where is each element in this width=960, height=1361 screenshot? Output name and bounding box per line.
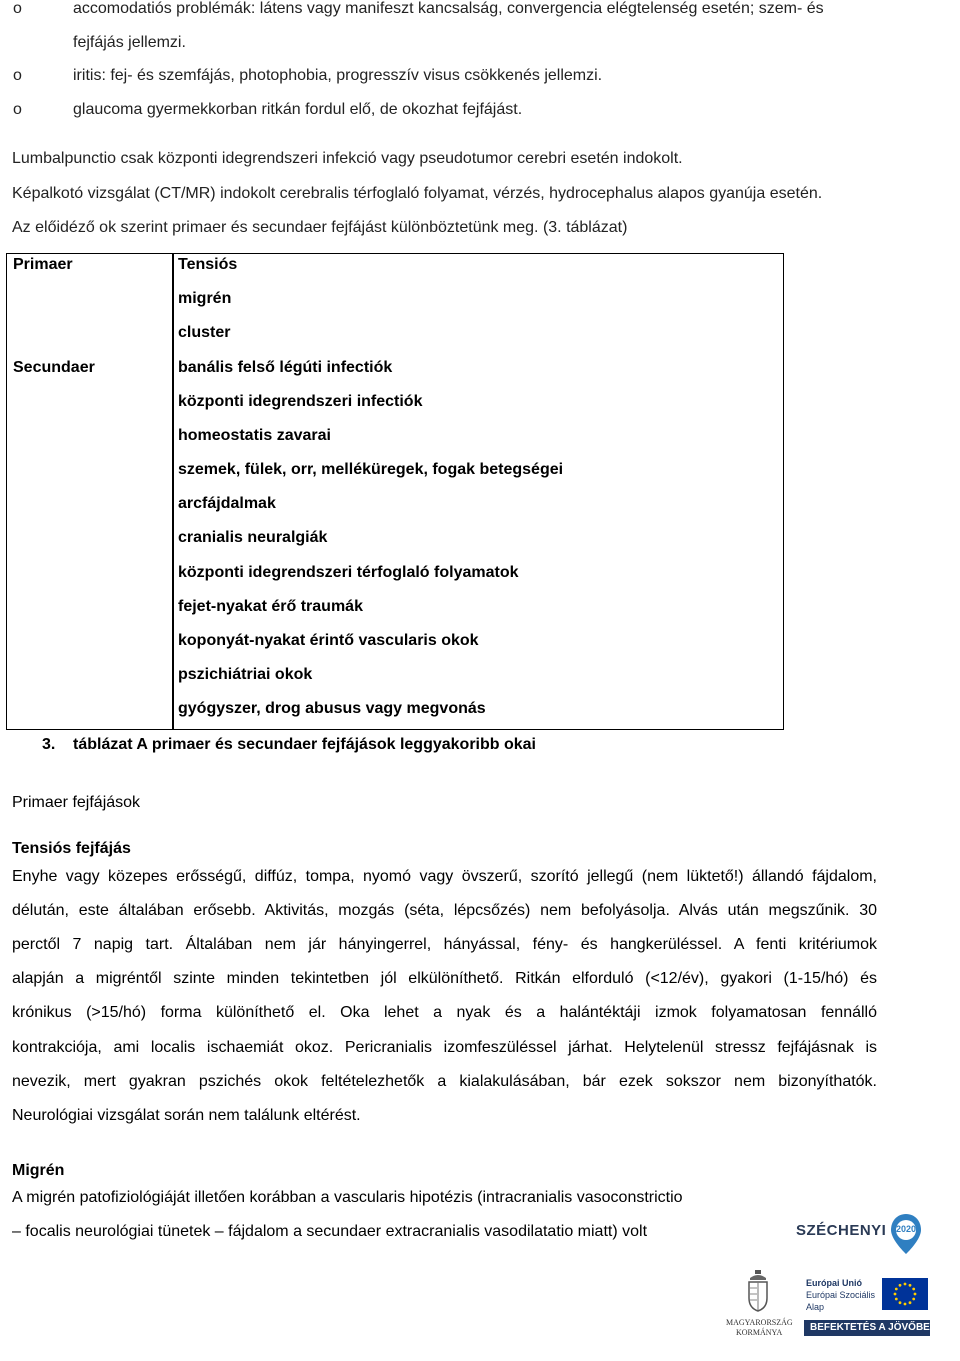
bullet-item-glaucoma: glaucoma gyermekkorban ritkán fordul elő, de okozhat fejfájást. [73,101,523,118]
eu-text-line2: Európai Szociális [806,1290,876,1300]
table-secundaer-item: pszichiátriai okok [178,666,313,683]
kormanya-text: KORMÁNYA [736,1328,783,1337]
tensios-text-line: kontrakciója, ami localis ischaemiát okoz. Pericranialis izomfeszüléssel járhat. Helytelenül stressz fejfájásnak is [12,1039,877,1056]
table-secundaer-item: banális felső légúti infectiók [178,359,393,376]
table-secundaer-item: központi idegrendszeri infectiók [178,393,423,410]
tensios-text-line: délután, este általában erősebb. Aktivitás, mozgás (séta, lépcsőzés) nem befolyásolja. Alvás után megszűnik. 30 [12,902,877,919]
table-caption: táblázat A primaer és secundaer fejfájások leggyakoribb okai [73,736,536,753]
table-secundaer-item: homeostatis zavarai [178,427,331,444]
paragraph-lumbalpunctio: Lumbalpunctio csak központi idegrendszeri infekció vagy pseudotumor cerebri esetén indokolt. [12,150,683,167]
tensios-text-line: nevezik, mert gyakran pszichés okok feltételezhetők a kialakulásában, bár ezek sokszor nem bizonyíthatók. [12,1073,877,1090]
befektetes-banner-text: BEFEKTETÉS A JÖVŐBE [810,1322,930,1333]
tensios-text-line: krónikus (>15/hó) forma különíthető el. Oka lehet a nyak és a halántéktáji izmok folyamatosan fennálló [12,1004,877,1021]
table-secundaer-item: szemek, fülek, orr, melléküregek, fogak betegségei [178,461,564,478]
table-secundaer-label: Secundaer [13,359,95,376]
table-secundaer-item: cranialis neuralgiák [178,529,328,546]
headache-causes-table [6,253,784,730]
tensios-text-last: Neurológiai vizsgálat során nem találunk eltérést. [12,1107,361,1124]
hungarian-government-logo [726,1270,796,1340]
section-heading-primaer: Primaer fejfájások [12,794,141,811]
bullet-item-accomodation-line1: accomodatiós problémák: látens vagy manifeszt kancsalság, convergencia elégtelenség esetén; szem- és [73,0,824,17]
szechenyi-logo-text: SZÉCHENYI [796,1222,887,1239]
table-secundaer-item: arcfájdalmak [178,495,276,512]
paragraph-eloidezo: Az előidéző ok szerint primaer és secundaer fejfájást különböztetünk meg. (3. táblázat) [12,219,628,236]
eu-text-line3: Alap [806,1302,825,1312]
section-heading-migren: Migrén [12,1162,65,1179]
tensios-text-line: alapján a migréntől szinte minden tekintetben jól elkülöníthető. Ritkán elforduló (<12/év), gyakori (1-15/hó) és [12,970,877,987]
szechenyi-2020-logo [796,1212,926,1260]
tensios-text-line: perctől 7 napig tart. Általában nem jár hányingerrel, hányással, fény- és hangkerüléssel. A fenti kritériumok [12,936,877,953]
table-secundaer-item: gyógyszer, drog abusus vagy megvonás [178,700,486,717]
bullet-item-accomodation-line2: fejfájás jellemzi. [73,34,186,51]
coat-of-arms-icon [746,1270,770,1312]
eu-text-line1: Európai Unió [806,1278,862,1288]
paragraph-kepalkoto: Képalkotó vizsgálat (CT/MR) indokolt cerebralis térfoglaló folyamat, vérzés, hydrocephalus alapos gyanúja esetén. [12,185,823,202]
bullet-marker: o [13,67,22,84]
table-divider [172,254,174,729]
magyarorszag-text: MAGYARORSZÁG [726,1318,793,1327]
table-primaer-item: cluster [178,324,231,341]
table-primaer-label: Primaer [13,256,73,273]
migren-text-line: A migrén patofiziológiáját illetően korábban a vascularis hipotézis (intracranialis vasoconstrictio [12,1189,683,1206]
tensios-text-line: Enyhe vagy közepes erősségű, diffúz, tompa, nyomó vagy övszerű, szorító jellegű (nem lüktető!) állandó fájdalom, [12,868,877,885]
table-primaer-item: Tensiós [178,256,238,273]
map-pin-icon [889,1212,923,1256]
szechenyi-year: 2020 [896,1224,917,1234]
eu-flag-icon [882,1278,928,1310]
table-caption-number: 3. [42,736,56,753]
section-heading-tensios: Tensiós fejfájás [12,840,131,857]
table-secundaer-item: koponyát-nyakat érintő vascularis okok [178,632,479,649]
table-secundaer-item: fejet-nyakat érő traumák [178,598,363,615]
bullet-item-iritis: iritis: fej- és szemfájás, photophobia, progresszív visus csökkenés jellemzi. [73,67,603,84]
migren-text-line: – focalis neurológiai tünetek – fájdalom a secundaer extracranialis vasodilatatio miatt) volt [12,1223,648,1240]
table-secundaer-item: központi idegrendszeri térfoglaló folyamatok [178,564,519,581]
bullet-marker: o [13,0,22,17]
befektetes-banner [804,1320,930,1336]
table-primaer-item: migrén [178,290,232,307]
bullet-marker: o [13,101,22,118]
